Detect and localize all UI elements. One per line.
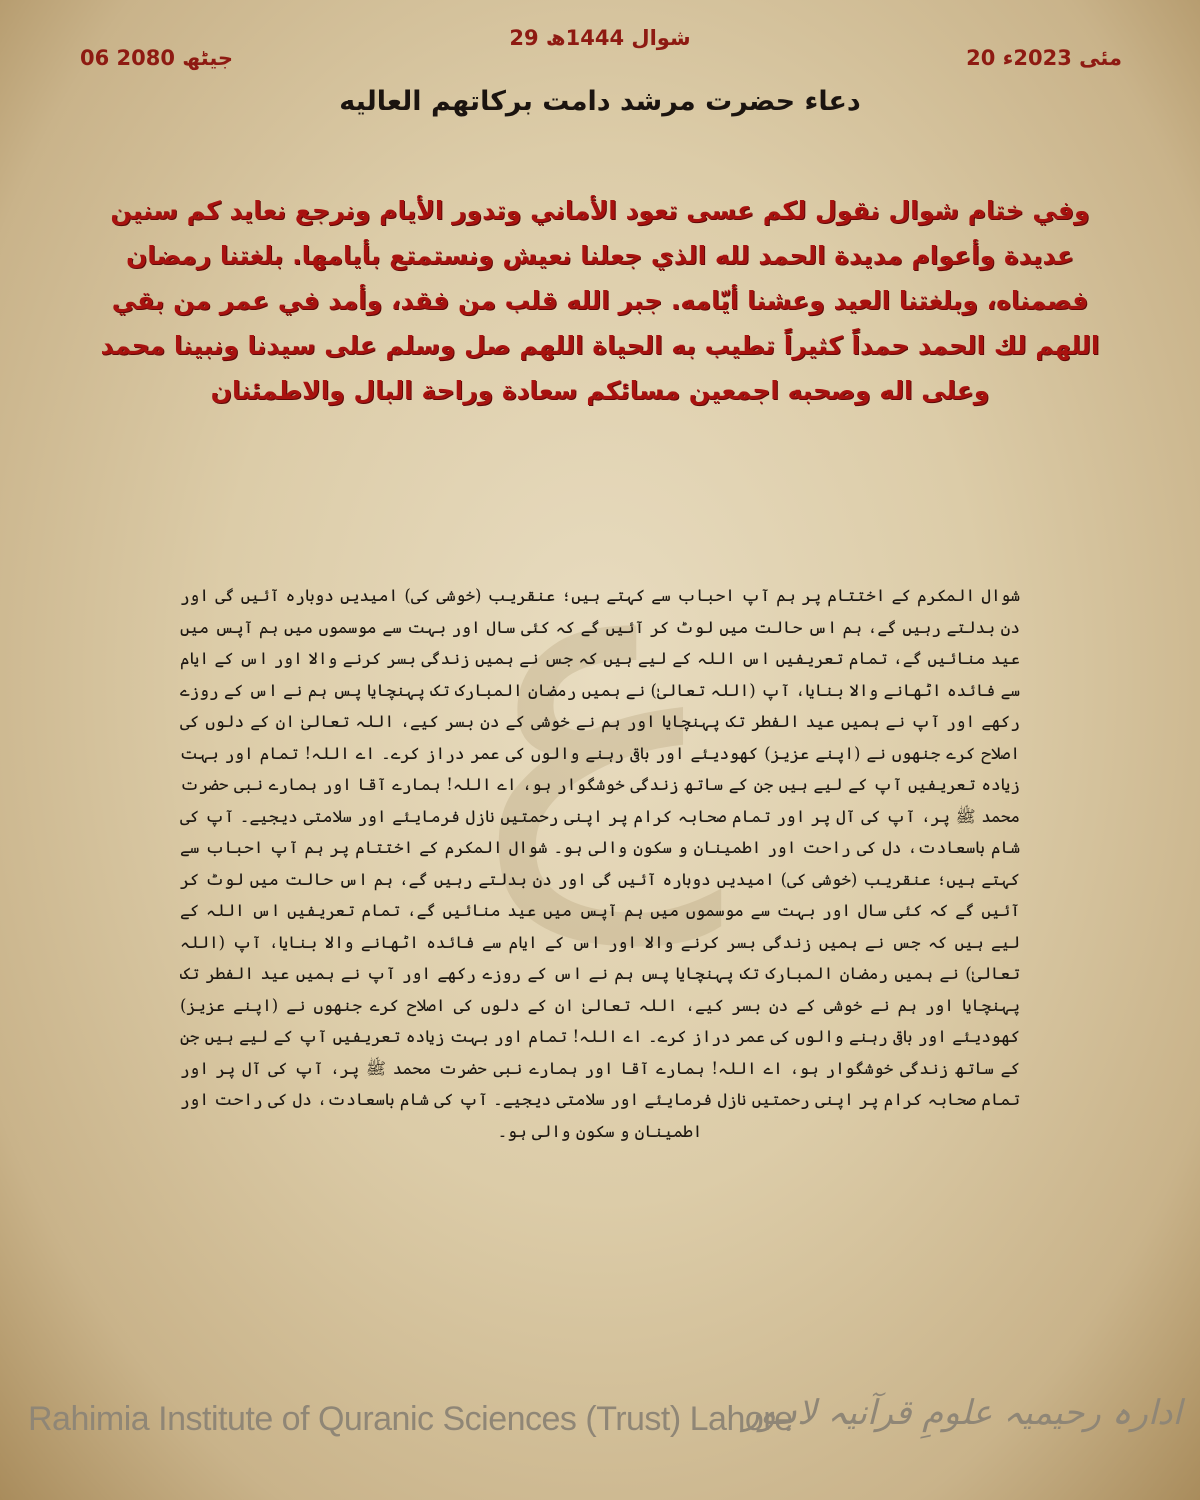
calligraphy-watermark-icon: ﻉ xyxy=(474,455,726,944)
hijri-date: 29 شوال 1444ھ xyxy=(509,26,691,50)
page-title: دعاء حضرت مرشد دامت برکاتهم العاليه xyxy=(339,86,861,117)
arabic-prayer-text: وفي ختام شوال نقول لكم عسى تعود الأماني وتدور الأيام ونرجع نعايد كم سنين عديدة وأعوام مديدة الحمد لله الذي جعلنا نعيش ونستمتع بأيامها. بلغتنا رمضان فصمناه، وبلغتنا العيد وعشنا أيّامه. جبر الله قلب من فقد، وأمد في عمر من بقي اللهم لك الحمد حمداً كثيراً تطيب به الحياة اللهم صل وسلم على سيدنا ونبينا محمد وعلى اله وصحبه اجمعين مسائكم سعادة وراحة البال والاطمئنان xyxy=(100,196,1100,405)
institute-name-english: Rahimia Institute of Quranic Sciences (Trust) Lahore xyxy=(28,1400,793,1438)
institute-logo-calligraphy: ادارہ رحیمیہ علومِ قرآنیہ لاہور xyxy=(743,1393,1182,1433)
gregorian-date: 20 مئی 2023ء xyxy=(966,46,1122,70)
urdu-translation-text: شوال المکرم کے اختتام پر ہم آپ احباب سے کہتے ہیں؛ عنقریب (خوشی کی) امیدیں دوبارہ آئیں گی اور دن بدلتے رہیں گے، ہم اس حالت میں لوٹ کر آئیں گے کہ کئی سال اور بہت سے موسموں میں ہم آپس میں عید منائیں گے، تمام تعریفیں اس اللہ کے لیے ہیں کہ جس نے ہمیں زندگی بسر کرنے والا اور اس کے ایام سے فائدہ اٹھانے والا بنایا، آپ (اللہ تعالیٰ) نے ہمیں رمضان المبارک تک پہنچایا پس ہم نے اس کے روزے رکھے اور آپ نے ہمیں عید الفطر تک پہنچایا اور ہم نے خوشی کے دن بسر کیے، اللہ تعالیٰ ان کے دلوں کی اصلاح کرے جنھوں نے (اپنے عزیز) کھودیئے اور باقی رہنے والوں کی عمر دراز کرے۔ اے اللہ! تمام اور بہت زیادہ تعریفیں آپ کے لیے ہیں جن کے ساتھ زندگی خوشگوار ہو، اے اللہ! ہمارے آقا اور ہمارے نبی حضرت محمد ﷺ پر، آپ کی آل پر اور تمام صحابہ کرام پر اپنی رحمتیں نازل فرمایئے اور سلامتی دیجیے۔ آپ کی شام باسعادت، دل کی راحت اور اطمینان و سکون والی ہو۔ شوال المکرم کے اختتام پر ہم آپ احباب سے کہتے ہیں؛ عنقریب (خوشی کی) امیدیں دوبارہ آئیں گی اور دن بدلتے رہیں گے، ہم اس حالت میں لوٹ کر آئیں گے کہ کئی سال اور بہت سے موسموں میں ہم آپس میں عید منائیں گے، تمام تعریفیں اس اللہ کے لیے ہیں کہ جس نے ہمیں زندگی بسر کرنے والا اور اس کے ایام سے فائدہ اٹھانے والا بنایا، آپ (اللہ تعالیٰ) نے ہمیں رمضان المبارک تک پہنچایا پس ہم نے اس کے روزے رکھے اور آپ نے ہمیں عید الفطر تک پہنچایا اور ہم نے خوشی کے دن بسر کیے، اللہ تعالیٰ ان کے دلوں کی اصلاح کرے جنھوں نے (اپنے عزیز) کھودیئے اور باقی رہنے والوں کی عمر دراز کرے۔ اے اللہ! تمام اور بہت زیادہ تعریفیں آپ کے لیے ہیں جن کے ساتھ زندگی خوشگوار ہو، اے اللہ! ہمارے آقا اور ہمارے نبی حضرت محمد ﷺ پر، آپ کی آل پر اور تمام صحابہ کرام پر اپنی رحمتیں نازل فرمایئے اور سلامتی دیجیے۔ آپ کی شام باسعادت، دل کی راحت اور اطمینان و سکون والی ہو۔ xyxy=(180,586,1020,1141)
bikrami-date: 06 جیٹھ 2080 xyxy=(80,46,234,70)
